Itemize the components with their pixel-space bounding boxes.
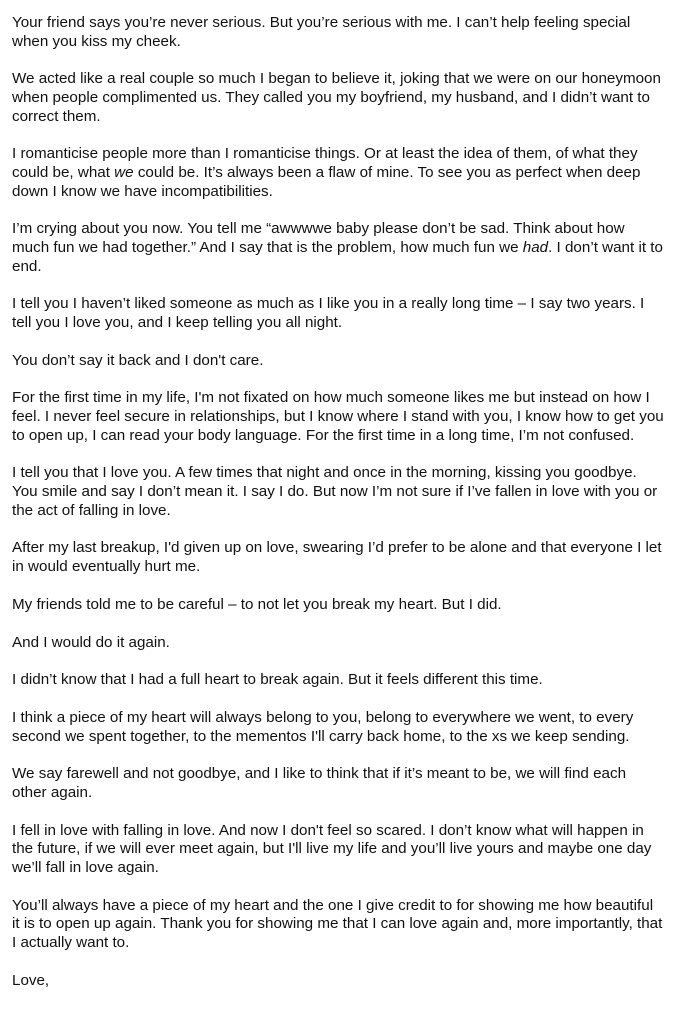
- paragraph-13: I think a piece of my heart will always belong to you, belong to everywhere we went, to every second we spent together, to the mementos I'll carry back home, to the xs we keep sending.: [12, 709, 634, 745]
- paragraph-10: My friends told me to be careful – to not let you break my heart. But I did.: [12, 595, 502, 613]
- paragraph-8: I tell you that I love you. A few times that night and once in the morning, kissing you goodbye. You smile and say I don’t mean it. I say I do. But now I’m not sure if I’ve fallen in love with you or the act of falling in love.: [12, 464, 658, 519]
- paragraph-3: [12, 145, 664, 201]
- paragraph-11: And I would do it again.: [12, 633, 170, 651]
- paragraph-7: For the first time in my life, I'm not fixated on how much someone likes me but instead on how I feel. I never feel secure in relationships, but I know where I stand with you, I know how to get you to open up, I can read your body language. For the first time in a long time, I’m not confused.: [12, 389, 664, 444]
- paragraph-5: I tell you I haven’t liked someone as much as I like you in a really long time – I say two years. I tell you I love you, and I keep telling you all night.: [12, 295, 645, 331]
- paragraph-16: You’ll always have a piece of my heart and the one I give credit to for showing me how beautiful it is to open up again. Thank you for showing me that I can love again and, more importantly, that I actually want to.: [12, 896, 663, 951]
- paragraph-14: We say farewell and not goodbye, and I like to think that if it’s meant to be, we will find each other again.: [12, 765, 627, 802]
- paragraph-15: I fell in love with falling in love. And now I don't feel so scared. I don’t know what will happen in the future, if we will ever meet again, but I'll live my life and you’ll live yours and maybe one day we’ll fall in love again.: [12, 821, 652, 877]
- letter-body: [12, 14, 664, 990]
- paragraph-4: [12, 220, 664, 276]
- sign-off: Love,: [12, 971, 50, 989]
- paragraph-3-text-end: could be. It’s always been a flaw of mine. To see you as perfect when deep down I know we have incompatibilities.: [12, 163, 641, 200]
- paragraph-3-emphasis: we: [114, 163, 134, 181]
- paragraph-4-emphasis: had: [522, 238, 549, 256]
- paragraph-3-text-start: I romanticise people more than I romanticise things. Or at least the idea of them, of what they could be, what: [12, 145, 638, 181]
- paragraph-12: I didn’t know that I had a full heart to break again. But it feels different this time.: [12, 671, 543, 689]
- paragraph-4-text-start: I’m crying about you now. You tell me “awwwwe baby please don’t be sad. Think about how much fun we had together.” And I say that is the problem, how much fun we: [12, 220, 625, 256]
- paragraph-6: You don’t say it back and I don't care.: [12, 351, 264, 369]
- paragraph-2: We acted like a real couple so much I began to believe it, joking that we were on our honeymoon when people complimented us. They called you my boyfriend, my husband, and I didn’t want to correct them.: [12, 70, 661, 125]
- paragraph-4-text-end: . I don’t want it to end.: [12, 238, 663, 275]
- paragraph-9: After my last breakup, I'd given up on love, swearing I’d prefer to be alone and that everyone I let in would eventually hurt me.: [12, 539, 662, 575]
- paragraph-1: Your friend says you’re never serious. But you’re serious with me. I can’t help feeling special when you kiss my cheek.: [12, 14, 631, 50]
